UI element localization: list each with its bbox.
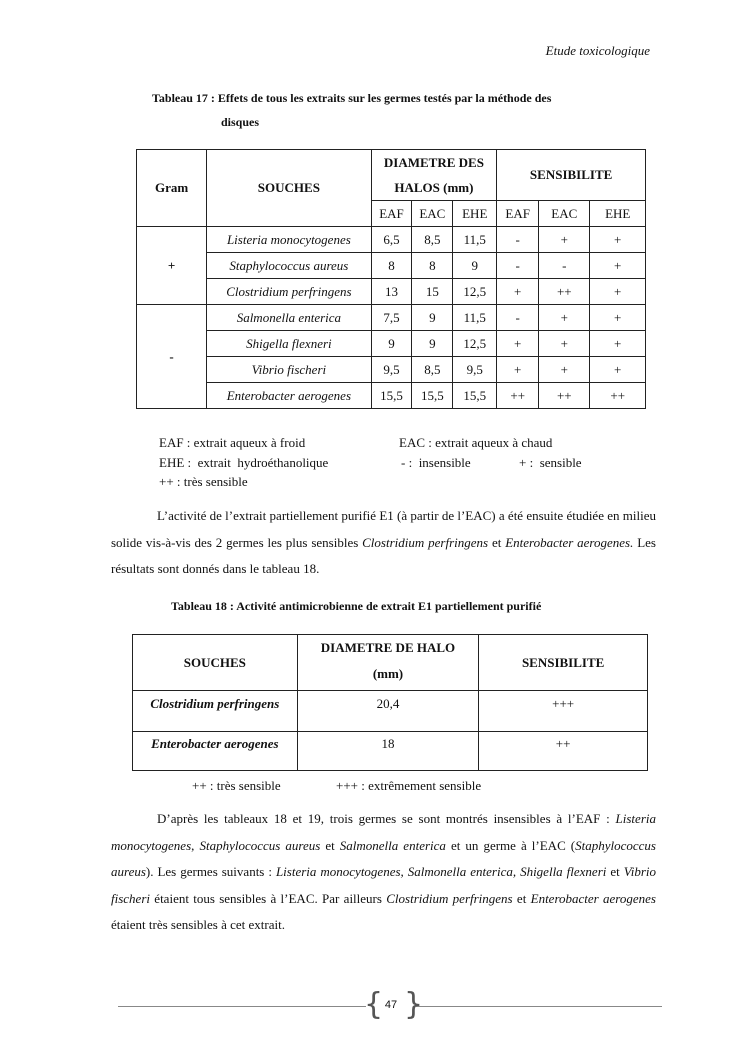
- value-cell: +: [497, 279, 539, 305]
- subheader-cell: EHE: [453, 201, 497, 227]
- text: étaient tous sensibles à l’EAC. Par ailleurs: [150, 890, 387, 906]
- value-cell: 15,5: [453, 383, 497, 409]
- text: et: [488, 534, 506, 550]
- italic-text: Staphylococcus aureus: [199, 837, 321, 853]
- value-cell: +: [590, 305, 646, 331]
- value-cell: ++: [539, 279, 590, 305]
- value-cell: -: [497, 227, 539, 253]
- souche-cell: Shigella flexneri: [207, 331, 371, 357]
- diametre-cell: 18: [297, 732, 479, 771]
- table17: [136, 149, 646, 409]
- table18-caption: Tableau 18 : Activité antimicrobienne de extrait E1 partiellement purifié: [171, 599, 542, 613]
- value-cell: +: [590, 253, 646, 279]
- table-row: [137, 227, 646, 253]
- souche-cell: Salmonella enterica: [207, 305, 371, 331]
- value-cell: +: [497, 331, 539, 357]
- table-row: [133, 732, 648, 771]
- subheader-cell: EAC: [539, 201, 590, 227]
- header-diametre-line1: DIAMETRE DES: [383, 155, 484, 170]
- header-diametre: [371, 150, 497, 201]
- value-cell: 9: [371, 331, 412, 357]
- paragraph-2: [111, 806, 656, 939]
- page-number: 47: [384, 999, 398, 1011]
- table-row: [137, 305, 646, 331]
- value-cell: 6,5: [371, 227, 412, 253]
- subheader-cell: EAC: [412, 201, 453, 227]
- legend-tres-sensible: ++ : très sensible: [159, 474, 248, 489]
- table-row: [137, 331, 646, 357]
- subheader-cell: EAF: [497, 201, 539, 227]
- souche-cell: Clostridium perfringens: [133, 691, 298, 732]
- text: et un germe à l’EAC (: [445, 837, 576, 853]
- table-row: [137, 357, 646, 383]
- left-brace-icon: {: [364, 987, 384, 1022]
- value-cell: 13: [371, 279, 412, 305]
- value-cell: 15: [412, 279, 453, 305]
- header-sensibilite: SENSIBILITE: [479, 635, 648, 691]
- souche-cell: Enterobacter aerogenes: [133, 732, 298, 771]
- diametre-cell: 20,4: [297, 691, 479, 732]
- table18-header-row: [133, 635, 648, 691]
- header-gram: Gram: [137, 150, 207, 227]
- header-souches: SOUCHES: [133, 635, 298, 691]
- subheader-cell: EHE: [590, 201, 646, 227]
- subheader-cell: EAF: [371, 201, 412, 227]
- value-cell: 11,5: [453, 227, 497, 253]
- value-cell: 9: [412, 331, 453, 357]
- value-cell: +: [590, 279, 646, 305]
- legend18-extremement-sensible: +++ : extrêmement sensible: [336, 778, 482, 793]
- legend-sensible: + : sensible: [519, 455, 582, 470]
- text: et: [606, 864, 624, 879]
- italic-text: Enterobacter aerogenes: [530, 890, 656, 906]
- value-cell: 15,5: [371, 383, 412, 409]
- souche-cell: Clostridium perfringens: [207, 279, 371, 305]
- text: ). Les germes suivants :: [145, 864, 276, 879]
- italic-text: Salmonella enterica: [339, 837, 446, 853]
- header-souches: SOUCHES: [207, 150, 371, 227]
- value-cell: 12,5: [453, 279, 497, 305]
- souche-cell: Vibrio fischeri: [207, 357, 371, 383]
- italic-text: Vibrio fischeri: [111, 864, 656, 906]
- italic-text: Clostridium perfringens: [362, 534, 489, 550]
- value-cell: -: [497, 253, 539, 279]
- value-cell: +: [539, 357, 590, 383]
- paragraph-1: [111, 503, 656, 583]
- table17-caption-line1: Tableau 17 : Effets de tous les extraits sur les germes testés par la méthode des: [152, 91, 552, 105]
- header-diametre-line1: DIAMETRE DE HALO: [320, 640, 456, 655]
- souche-cell: Staphylococcus aureus: [207, 253, 371, 279]
- gram-positive-cell: +: [137, 227, 207, 305]
- value-cell: 9: [453, 253, 497, 279]
- value-cell: 9,5: [371, 357, 412, 383]
- table17-header-row: [137, 150, 646, 201]
- value-cell: 9,5: [453, 357, 497, 383]
- value-cell: 7,5: [371, 305, 412, 331]
- table-row: [137, 279, 646, 305]
- header-sensibilite: SENSIBILITE: [497, 150, 646, 201]
- italic-text: Listeria monocytogenes, Salmonella enterica, Shigella flexneri: [275, 864, 607, 879]
- sensibilite-cell: ++: [479, 732, 648, 771]
- text: ,: [191, 837, 200, 853]
- text: Les résultats sont donnés dans le tableau 18.: [111, 534, 656, 576]
- text: D’après les tableaux 18 et 19, trois germes se sont montrés insensibles à l’EAF :: [157, 811, 616, 826]
- value-cell: 8: [412, 253, 453, 279]
- table17-caption-line2: disques: [221, 115, 260, 129]
- value-cell: +: [497, 357, 539, 383]
- header-diametre: [297, 635, 479, 691]
- value-cell: 9: [412, 305, 453, 331]
- value-cell: 12,5: [453, 331, 497, 357]
- value-cell: +: [539, 331, 590, 357]
- value-cell: +: [590, 227, 646, 253]
- italic-text: Listeria monocytogenes: [111, 811, 656, 853]
- gram-negative-cell: -: [137, 305, 207, 409]
- right-brace-icon: }: [404, 987, 424, 1022]
- souche-cell: Listeria monocytogenes: [207, 227, 371, 253]
- value-cell: 15,5: [412, 383, 453, 409]
- text: L’activité de l’extrait partiellement purifié E1 (à partir de l’EAC) a été ensuite étudiée en milieu solide vis-à-vis des 2 germes les plus sensibles: [111, 508, 656, 550]
- sensibilite-cell: +++: [479, 691, 648, 732]
- value-cell: -: [497, 305, 539, 331]
- italic-text: Enterobacter aerogenes.: [505, 534, 634, 550]
- legend18-tres-sensible: ++ : très sensible: [192, 778, 281, 793]
- header-diametre-line2: (mm): [372, 666, 404, 681]
- italic-text: Staphylococcus aureus: [111, 837, 656, 879]
- running-header: Etude toxicologique: [545, 43, 650, 58]
- text: étaient très sensibles à cet extrait.: [111, 917, 285, 932]
- value-cell: +: [539, 305, 590, 331]
- value-cell: +: [590, 331, 646, 357]
- value-cell: +: [590, 357, 646, 383]
- value-cell: 8,5: [412, 227, 453, 253]
- table18: [132, 634, 648, 771]
- value-cell: -: [539, 253, 590, 279]
- legend-ehe: EHE : extrait hydroéthanolique: [159, 455, 329, 470]
- legend-eac: EAC : extrait aqueux à chaud: [399, 435, 553, 450]
- value-cell: +: [539, 227, 590, 253]
- legend-insensible: - : insensible: [401, 455, 471, 470]
- italic-text: Clostridium perfringens: [386, 890, 513, 906]
- text: et: [320, 837, 340, 853]
- souche-cell: Enterobacter aerogenes: [207, 383, 371, 409]
- table-row: [137, 383, 646, 409]
- value-cell: ++: [539, 383, 590, 409]
- footer-rule-right: [416, 1006, 662, 1007]
- header-diametre-line2: HALOS (mm): [394, 180, 474, 195]
- footer-rule-left: [118, 1006, 366, 1007]
- value-cell: 8: [371, 253, 412, 279]
- value-cell: ++: [590, 383, 646, 409]
- text: et: [512, 890, 531, 906]
- table-row: [137, 253, 646, 279]
- value-cell: ++: [497, 383, 539, 409]
- value-cell: 11,5: [453, 305, 497, 331]
- legend-eaf: EAF : extrait aqueux à froid: [159, 435, 306, 450]
- value-cell: 8,5: [412, 357, 453, 383]
- table-row: [133, 691, 648, 732]
